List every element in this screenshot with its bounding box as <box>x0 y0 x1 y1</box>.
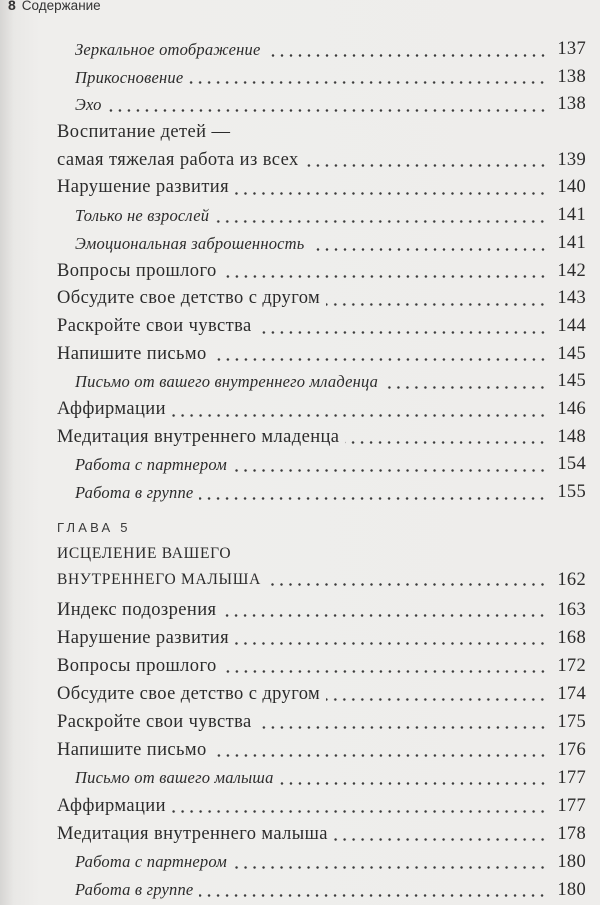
toc-entry-title: Работа с партнером <box>75 455 227 475</box>
toc-entry <box>57 820 586 848</box>
toc-entry-line <box>57 848 586 876</box>
toc-entry <box>57 736 586 764</box>
toc-subentry <box>57 91 586 119</box>
toc-entry-line <box>57 820 586 848</box>
toc-page-number: 180 <box>557 851 586 872</box>
toc-entry-title: Аффирмации <box>57 398 166 419</box>
toc-page-number: 180 <box>557 879 586 900</box>
toc-entry-title: Напишите письмо <box>57 343 207 364</box>
toc-entry-title: Вопросы прошлого <box>57 260 217 281</box>
toc-entry <box>57 624 586 652</box>
chapter-title-text: ВНУТРЕННЕГО МАЛЫША <box>57 570 261 588</box>
toc-entry <box>57 396 586 424</box>
toc-entry <box>57 119 586 174</box>
toc-page-number: 143 <box>557 288 586 309</box>
toc-entry-title: Прикосновение <box>75 67 184 87</box>
toc-subentry <box>57 64 586 92</box>
toc-subentry <box>57 202 586 230</box>
toc-entry-title: Обсудите свое детство с другом <box>57 288 321 309</box>
toc-entry-line <box>57 174 586 202</box>
toc-page-number: 145 <box>557 343 586 364</box>
toc-entry-line <box>57 313 586 341</box>
dot-leader <box>233 848 547 876</box>
toc-entry-title: самая тяжелая работа из всех <box>57 149 299 170</box>
toc-entry-line <box>57 764 586 792</box>
toc-entry-title: Напишите письмо <box>57 739 207 760</box>
toc-page-number: 176 <box>557 739 586 760</box>
dot-leader <box>223 652 547 680</box>
dot-leader <box>235 174 547 202</box>
dot-leader <box>334 820 547 848</box>
toc-entry-title: Медитация внутреннего младенца <box>57 426 340 447</box>
toc-entry-line <box>57 708 586 736</box>
dot-leader <box>258 313 547 341</box>
dot-leader <box>267 567 547 593</box>
dot-leader <box>305 147 547 175</box>
toc-entry-title: Обсудите свое детство с другом <box>57 683 321 704</box>
toc-entry-line <box>57 876 586 904</box>
toc-page-number: 138 <box>557 66 586 87</box>
toc-page-number: 168 <box>557 627 586 648</box>
toc-entry-title: Нарушение развития <box>57 177 230 198</box>
toc-page-number: 154 <box>557 454 586 475</box>
toc-page-number: 177 <box>557 767 586 788</box>
toc-entry-title: Раскройте свои чувства <box>57 711 252 732</box>
dot-leader <box>108 91 547 119</box>
toc-subentry <box>57 848 586 876</box>
dot-leader <box>199 479 547 507</box>
toc-entry-line <box>57 368 586 396</box>
dot-leader <box>258 708 547 736</box>
toc-entry <box>57 652 586 680</box>
toc-entry <box>57 792 586 820</box>
toc-entry-line <box>57 341 586 369</box>
toc-subentry <box>57 479 586 507</box>
toc-page-number: 139 <box>557 149 586 170</box>
toc-page-number: 177 <box>557 795 586 816</box>
toc-entry <box>57 258 586 286</box>
dot-leader <box>326 680 547 708</box>
toc-entry-title: Работа в группе <box>75 483 194 502</box>
toc-page-number: 146 <box>557 398 586 419</box>
toc-subentry <box>57 36 586 64</box>
toc-entry-line <box>57 119 586 147</box>
toc-entry-title: Работа в группе <box>75 879 194 899</box>
toc-entry <box>57 341 586 369</box>
dot-leader <box>199 876 547 904</box>
toc-subentry <box>57 451 586 479</box>
toc-entry-line <box>57 64 586 92</box>
toc-page-number: 141 <box>557 205 586 226</box>
toc-entry-title: Воспитание детей — <box>57 122 231 143</box>
toc-entry-line <box>57 680 586 708</box>
toc-entry-title: Индекс подозрения <box>57 599 217 620</box>
toc-page-number: 163 <box>557 599 586 620</box>
toc-page-number: 137 <box>557 39 586 59</box>
toc-entry <box>57 285 586 313</box>
toc-page-number: 155 <box>557 482 586 502</box>
dot-leader <box>267 36 548 64</box>
page-number: 8 <box>8 0 16 13</box>
dot-leader <box>213 341 547 369</box>
dot-leader <box>326 285 547 313</box>
toc-entry <box>57 680 586 708</box>
toc-entry-line <box>57 451 586 479</box>
toc-entry-title: Только не взрослей <box>75 206 210 226</box>
chapter-title-line <box>57 567 586 593</box>
toc-page-number: 138 <box>557 94 586 115</box>
toc-entry-line <box>57 202 586 230</box>
dot-leader <box>189 64 547 92</box>
toc-entry-line <box>57 624 586 652</box>
dot-leader <box>233 451 547 479</box>
dot-leader <box>384 368 547 396</box>
toc-entry-line <box>57 230 586 258</box>
running-header-title: Содержание <box>21 0 101 13</box>
toc-entry-title: Медитация внутреннего малыша <box>57 823 328 844</box>
dot-leader <box>222 596 547 624</box>
toc-entry-title: Зеркальное отображение <box>75 40 261 59</box>
dot-leader <box>215 202 547 230</box>
toc-page-number: 145 <box>557 371 586 392</box>
toc-entry-line <box>57 258 586 286</box>
toc-page-number: 141 <box>557 232 586 253</box>
dot-leader <box>213 736 547 764</box>
toc-page-number: 148 <box>557 426 586 447</box>
dot-leader <box>345 424 547 452</box>
toc-page-number: 142 <box>557 260 586 281</box>
toc-entry-line <box>57 424 586 452</box>
chapter-title <box>57 541 586 593</box>
toc-entry <box>57 596 586 624</box>
toc-entry-line <box>57 479 586 507</box>
chapter-page-number: 162 <box>557 569 586 590</box>
toc-page-number: 172 <box>557 655 586 676</box>
dot-leader <box>172 792 547 820</box>
toc-section-chapter-5 <box>57 596 586 904</box>
toc-entry-line <box>57 396 586 424</box>
toc-entry <box>57 424 586 452</box>
dot-leader <box>280 764 547 792</box>
toc-page-number: 178 <box>557 823 586 844</box>
toc-entry-title: Эхо <box>75 95 102 115</box>
toc-entry-title: Вопросы прошлого <box>57 655 217 676</box>
toc-page-number: 140 <box>557 177 586 198</box>
running-header <box>8 0 101 15</box>
toc-entry-title: Аффирмации <box>57 795 166 816</box>
toc-subentry <box>57 230 586 258</box>
toc-entry <box>57 174 586 202</box>
toc-entry-title: Письмо от вашего малыша <box>75 767 274 787</box>
toc-entry-title: Эмоциональная заброшенность <box>75 233 305 253</box>
chapter-title-text: ИСЦЕЛЕНИЕ ВАШЕГО <box>57 544 232 562</box>
toc-entry-title: Раскройте свои чувства <box>57 315 252 336</box>
toc-page-number: 174 <box>557 683 586 704</box>
toc-entry-title: Письмо от вашего внутреннего младенца <box>75 372 379 392</box>
toc-entry-line <box>57 36 586 64</box>
toc-entry <box>57 708 586 736</box>
toc-entry-line <box>57 792 586 820</box>
toc-entry-line <box>57 736 586 764</box>
toc-entry-line <box>57 91 586 119</box>
toc-entry-line <box>57 147 586 175</box>
dot-leader <box>223 258 547 286</box>
toc-entry-line <box>57 652 586 680</box>
toc-subentry <box>57 368 586 396</box>
table-of-contents <box>57 36 586 904</box>
toc-subentry <box>57 876 586 904</box>
chapter-label: ГЛАВА 5 <box>57 519 131 535</box>
toc-entry-title: Нарушение развития <box>57 627 230 648</box>
chapter-title-line <box>57 541 586 567</box>
toc-entry <box>57 313 586 341</box>
toc-entry-line <box>57 596 586 624</box>
toc-entry-line <box>57 285 586 313</box>
toc-entry-title: Работа с партнером <box>75 851 227 871</box>
toc-page-number: 144 <box>557 315 586 336</box>
toc-section-previous-chapter <box>57 36 586 507</box>
toc-subentry <box>57 764 586 792</box>
dot-leader <box>172 396 547 424</box>
dot-leader <box>311 230 547 258</box>
toc-page-number: 175 <box>557 711 586 732</box>
dot-leader <box>235 624 547 652</box>
